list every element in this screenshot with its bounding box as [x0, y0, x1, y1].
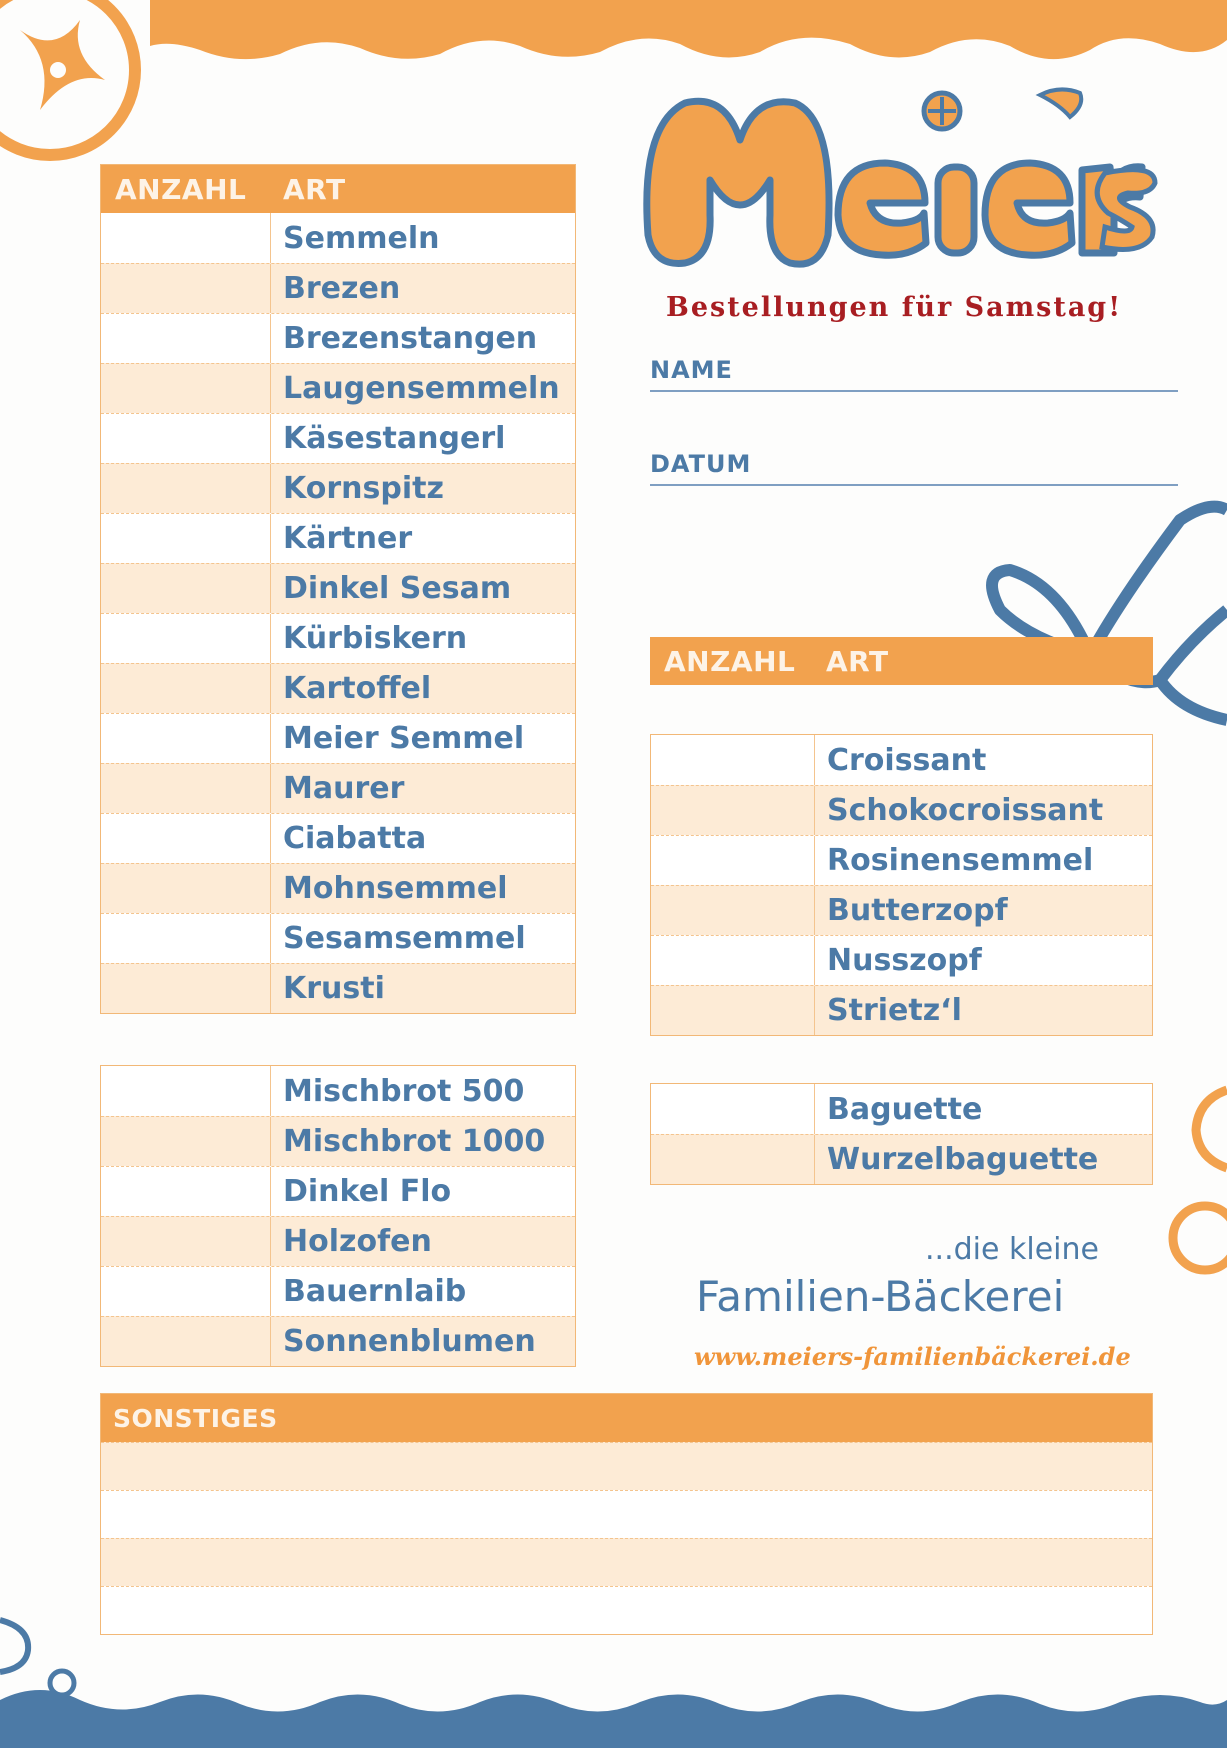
- item-name: Dinkel Flo: [283, 1174, 452, 1209]
- item-name: Nusszopf: [827, 943, 982, 978]
- table-row: [101, 263, 575, 313]
- item-name: Brezenstangen: [283, 321, 538, 356]
- sonstiges-table: [100, 1393, 1153, 1635]
- item-name: Rosinensemmel: [827, 843, 1094, 878]
- croissant-icon: [992, 507, 1227, 720]
- table-row: [651, 935, 1152, 985]
- item-name: Dinkel Sesam: [283, 571, 512, 606]
- table-row: [101, 513, 575, 563]
- quantity-cell[interactable]: [651, 986, 815, 1035]
- table-row: [101, 763, 575, 813]
- table-header: [650, 637, 1153, 685]
- quantity-cell[interactable]: [101, 764, 271, 813]
- item-name: Mischbrot 1000: [283, 1124, 546, 1159]
- meiers-logo: [640, 85, 1160, 285]
- table-row: [101, 713, 575, 763]
- table-row: [101, 863, 575, 913]
- right-header-bar: [650, 637, 1153, 685]
- item-name: Strietz‘l: [827, 993, 962, 1028]
- website-url: www.meiers-familienbäckerei.de: [694, 1342, 1131, 1371]
- quantity-cell[interactable]: [101, 964, 271, 1013]
- sonstiges-row[interactable]: [101, 1490, 1152, 1538]
- quantity-cell[interactable]: [101, 364, 271, 413]
- item-name: Kornspitz: [283, 471, 444, 506]
- quantity-cell[interactable]: [101, 213, 271, 263]
- quantity-cell[interactable]: [101, 714, 271, 763]
- quantity-cell[interactable]: [101, 264, 271, 313]
- quantity-cell[interactable]: [651, 786, 815, 835]
- bread-table-rows: [101, 1066, 575, 1366]
- item-name: Mischbrot 500: [283, 1073, 525, 1109]
- table-row: [101, 1316, 575, 1366]
- quantity-cell[interactable]: [651, 735, 815, 785]
- item-name: Sesamsemmel: [283, 921, 526, 956]
- table-row: [101, 413, 575, 463]
- item-name: Mohnsemmel: [283, 871, 508, 906]
- item-name: Croissant: [827, 742, 987, 778]
- name-label: NAME: [650, 356, 733, 384]
- quantity-cell[interactable]: [101, 664, 271, 713]
- table-row: [651, 885, 1152, 935]
- quantity-cell[interactable]: [101, 464, 271, 513]
- item-name: Baguette: [827, 1091, 983, 1127]
- item-name: Kartoffel: [283, 671, 432, 706]
- quantity-cell[interactable]: [101, 814, 271, 863]
- slogan: Bestellungen für Samstag!: [666, 292, 1123, 323]
- bread-order-table: [100, 1065, 576, 1367]
- art-header: ART: [826, 644, 889, 678]
- quantity-cell[interactable]: [101, 864, 271, 913]
- quantity-cell[interactable]: [101, 1066, 271, 1116]
- item-name: Bauernlaib: [283, 1274, 467, 1309]
- table-row: [651, 785, 1152, 835]
- item-name: Käsestangerl: [283, 421, 506, 456]
- item-name: Meier Semmel: [283, 721, 525, 756]
- table-row: [101, 1266, 575, 1316]
- quantity-cell[interactable]: [101, 1317, 271, 1366]
- item-name: Butterzopf: [827, 893, 1008, 928]
- left-order-table: [100, 164, 576, 1014]
- quantity-cell[interactable]: [101, 1117, 271, 1166]
- bubble-icon: [1173, 1206, 1227, 1270]
- item-name: Kärtner: [283, 521, 413, 556]
- qty-header: ANZAHL: [115, 172, 247, 206]
- item-name: Semmeln: [283, 220, 440, 256]
- top-wave-band: [0, 0, 1227, 59]
- left-table-rows: [101, 213, 575, 1013]
- table-row: [101, 563, 575, 613]
- item-name: Sonnenblumen: [283, 1324, 536, 1359]
- quantity-cell[interactable]: [101, 914, 271, 963]
- item-name: Wurzelbaguette: [827, 1142, 1099, 1177]
- quantity-cell[interactable]: [101, 1217, 271, 1266]
- item-name: Schokocroissant: [827, 793, 1104, 828]
- quantity-cell[interactable]: [101, 514, 271, 563]
- quantity-cell[interactable]: [101, 1167, 271, 1216]
- baguette-order-table: [650, 1083, 1153, 1185]
- quantity-cell[interactable]: [101, 564, 271, 613]
- table-row: [101, 613, 575, 663]
- datum-label: DATUM: [650, 450, 752, 478]
- tagline-small: ...die kleine: [925, 1232, 1099, 1267]
- sonstiges-header: SONSTIGES: [101, 1394, 1152, 1442]
- table-row: [651, 1134, 1152, 1184]
- quantity-cell[interactable]: [651, 936, 815, 985]
- quantity-cell[interactable]: [101, 614, 271, 663]
- sonstiges-row[interactable]: [101, 1586, 1152, 1634]
- table-row: [651, 985, 1152, 1035]
- qty-header: ANZAHL: [664, 644, 796, 678]
- table-row: [101, 1216, 575, 1266]
- table-row: [101, 313, 575, 363]
- sonstiges-row[interactable]: [101, 1538, 1152, 1586]
- table-header: [101, 165, 575, 213]
- pastry-order-table: [650, 734, 1153, 1036]
- datum-field[interactable]: [650, 444, 1178, 486]
- item-name: Krusti: [283, 971, 385, 1006]
- table-row: [101, 363, 575, 413]
- table-row: [101, 1166, 575, 1216]
- table-row: [651, 1084, 1152, 1134]
- table-row: [101, 963, 575, 1013]
- pastry-table-rows: [651, 735, 1152, 1035]
- quantity-cell[interactable]: [651, 886, 815, 935]
- quantity-cell[interactable]: [101, 314, 271, 363]
- table-row: [101, 1116, 575, 1166]
- table-row: [651, 835, 1152, 885]
- table-row: [101, 213, 575, 263]
- table-row: [101, 913, 575, 963]
- quantity-cell[interactable]: [101, 414, 271, 463]
- quantity-cell[interactable]: [651, 1135, 815, 1184]
- baguette-table-rows: [651, 1084, 1152, 1184]
- table-row: [101, 813, 575, 863]
- item-name: Kürbiskern: [283, 621, 468, 656]
- item-name: Holzofen: [283, 1224, 432, 1259]
- sonstiges-row[interactable]: [101, 1442, 1152, 1490]
- item-name: Ciabatta: [283, 821, 427, 856]
- name-field[interactable]: [650, 350, 1178, 392]
- table-row: [101, 1066, 575, 1116]
- table-row: [651, 735, 1152, 785]
- table-row: [101, 463, 575, 513]
- item-name: Laugensemmeln: [283, 371, 560, 406]
- bubble-icon: [50, 1671, 74, 1695]
- table-row: [101, 663, 575, 713]
- tagline-large: Familien-Bäckerei: [696, 1272, 1065, 1321]
- quantity-cell[interactable]: [101, 1267, 271, 1316]
- item-name: Brezen: [283, 271, 401, 306]
- quantity-cell[interactable]: [651, 1084, 815, 1134]
- bottom-wave-band: [0, 1690, 1227, 1748]
- item-name: Maurer: [283, 771, 405, 806]
- art-header: ART: [283, 172, 346, 206]
- quantity-cell[interactable]: [651, 836, 815, 885]
